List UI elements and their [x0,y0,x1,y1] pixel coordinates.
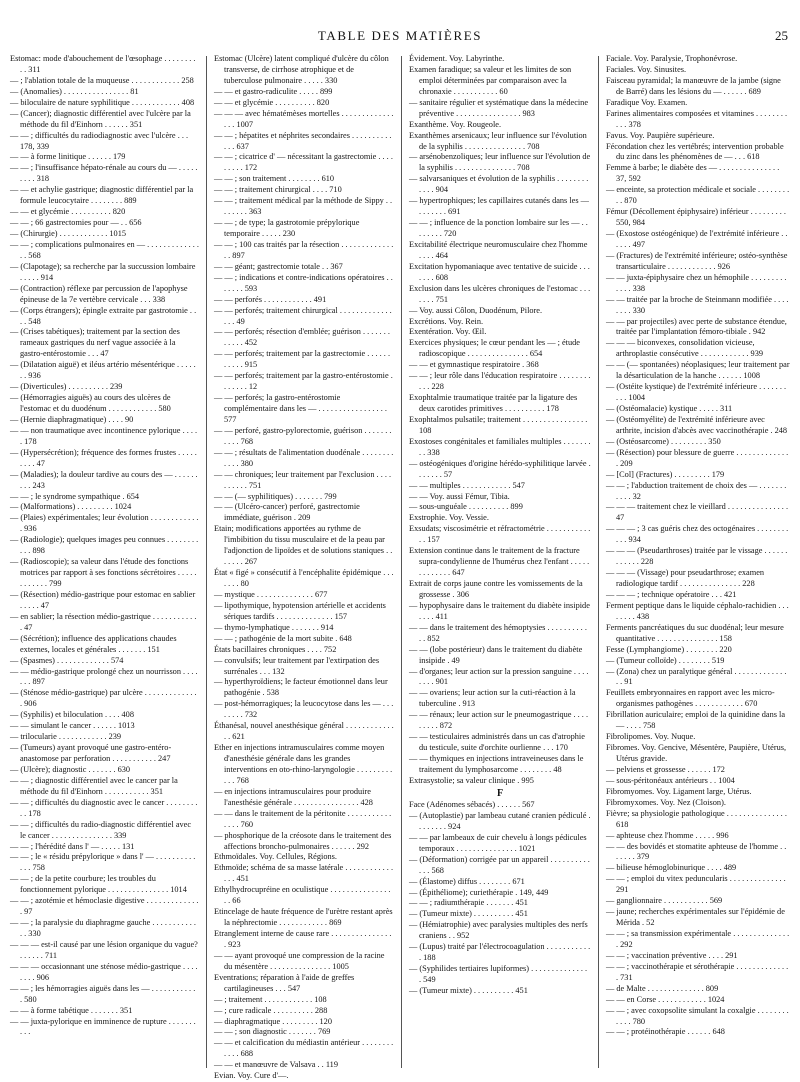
index-entry: — — ; le syndrome sympathique . 654 [10,491,140,501]
page-header [10,28,790,48]
index-entry: — enceinte, sa protection médicale et sociale . . . . . . . . . . 870 [606,185,790,206]
index-entry: — — ; son diagnostic . . . . . . . 769 [214,1027,331,1037]
index-entry: — — et gymnastique respiratoire . 368 [409,360,539,370]
index-entry: Faradique Voy. Examen. [606,97,688,107]
column-divider [598,56,599,1068]
index-entry: Ether en injections intramusculaires comme moyen d'anesthésie générale dans les grandes interventions en oto-rhino-laryngologie . . . . . . . . . . . . 768 [214,743,393,785]
index-entry: — — — avec hématémèses mortelles . . . . . . . . . . . . . . . . 1007 [214,108,394,129]
index-entry: — — par projectiles) avec perte de substance étendue, traitée par l'implantation fémoro-tibiale . 942 [606,316,787,337]
index-entry: — — ; les hémorragies aiguës dans les — . . . . . . . . . . . . 580 [10,983,196,1004]
index-entry: — (Épithéliome); curiethérapie . 149, 449 [409,887,549,897]
column-divider [206,56,207,1068]
index-entry: — (Ostéomalacie) kystique . . . . . 311 [606,404,733,413]
index-entry: — (Contraction) réflexe par percussion de l'apophyse épineuse de la 7e vertèbre cervicale . . . 338 [10,283,188,304]
index-columns [10,54,790,1081]
index-entry: Etincelage de haute fréquence de l'urètre restant après la néphrectomie . . . . . . . . . . . . 869 [214,907,393,928]
index-entry: — — par lambeaux de cuir chevelu à longs pédicules temporaux . . . . . . . . . . . . . . . 1021 [409,832,587,853]
index-entry: — post-hémorragiques; la leucocytose dans les — . . . . . . . . 732 [214,699,394,720]
index-entry: — pelviens et grossesse . . . . . . 172 [606,764,725,774]
index-entry: — Voy. aussi Côlon, Duodénum, Pilore. [409,305,543,315]
index-entry: — (Ulcère); diagnostic . . . . . . . 630 [10,764,131,774]
index-entry: — — ; de la petite courbure; les troubles du fonctionnement pylorique . . . . . . . . . . . . . . . 1014 [10,874,187,895]
index-entry: Exophtalmos pulsatile; traitement . . . . . . . . . . . . . . . . 108 [409,414,588,435]
index-entry: Fécondation chez les vertébrés; intervention probable du zinc dans les phénomènes de — . . . 618 [606,141,784,162]
index-entry: — hyperthyroïdiens; le facteur émotionnel dans leur pathogénie . 538 [214,677,388,698]
index-entry: — salvarsaniques et évolution de la syphilis . . . . . . . . . . . . 904 [409,174,589,195]
index-entry: Fémur (Décollement épiphysaire) inférieur . . . . . . . . . 550, 984 [606,207,786,228]
index-entry: — ganglionnaire . . . . . . . . . . . 569 [606,896,723,906]
index-entry: — — ; sa transmission expérimentale . . . . . . . . . . . . . . . 292 [606,929,790,949]
index-entry: — — géant; gastrectomie totale . . 367 [214,261,343,271]
index-entry: — sanitaire régulier et systématique dans la médecine préventive . . . . . . . . . . . . . . . . 983 [409,97,589,118]
index-entry: — — (— spontanées) néoplasiques; leur traitement par la désarticulation de la hanche . . . . . . 1008 [606,360,790,381]
index-entry: — — (— syphilitiques) . . . . . . . 799 [214,491,337,501]
index-entry: — — perforés; la gastro-entérostomie complémentaire dans les — . . . . . . . . . . . . . . . . . 577 [214,393,387,424]
index-entry: — — — biconvexes, consolidation vicieuse, arthroplastie consécutive . . . . . . . . . . . . 939 [606,338,764,359]
index-entry: Exstrophie. Voy. Vessie. [409,513,489,523]
index-entry: — — ; vaccination préventive . . . . 291 [606,950,738,960]
index-entry: Fibrillation auriculaire; emploi de la quinidine dans la — . . . . 758 [606,710,786,731]
index-entry: — (Sécrétion); influence des applications chaudes externes, locales et générales . . . . . . . 151 [10,633,177,654]
index-entry: — — ; 100 cas traités par la résection . . . . . . . . . . . . . . . 897 [214,239,394,260]
index-entry: Faciales. Voy. Sinusites. [606,64,687,74]
index-entry: Fesse (Lymphangiome) . . . . . . . . 220 [606,644,732,654]
index-entry: — — ; l'hérédité dans l' — . . . . . 131 [10,841,135,851]
index-entry: Fibromyomes. Voy. Ligament large, Utérus. [606,786,752,796]
index-entry: — — dans le traitement des hémoptysies . . . . . . . . . . . . 852 [409,622,587,643]
index-entry: — — — (Vissage) pour pseudarthrose; examen radiologique tardif . . . . . . . . . . . . . . . 228 [606,568,765,588]
index-entry: — — perforés; traitement par la gastro-entérostomie . . . . . . . 12 [214,371,393,392]
index-entry: — (Autoplastie) par lambeau cutané cranien pédiculé . . . . . . . . 924 [409,810,591,831]
index-entry: Ferment peptique dans le liquide céphalo-rachidien . . . . . . . . 438 [606,600,789,621]
index-entry: — — perforés; traitement chirurgical . . . . . . . . . . . . . . . . 49 [214,305,392,326]
index-entry: Faciale. Voy. Paralysie, Trophonévrose. [606,54,738,63]
index-entry: — aphteuse chez l'homme . . . . . 996 [606,830,729,840]
index-entry: — en sablier; la résection médio-gastrique . . . . . . . . . . . . 47 [10,611,197,632]
index-column-3 [409,54,591,1072]
index-entry: Évidement. Voy. Labyrinthe. [409,54,505,63]
index-entry: Excitation hypomaniaque avec tentative de suicide . . . . . . . 608 [409,261,590,282]
index-entry: — diaphragmatique . . . . . . . . . 120 [214,1016,332,1026]
index-entry: Excitabilité électrique neuromusculaire chez l'homme . . . . 464 [409,239,588,260]
index-entry: — — en Corse . . . . . . . . . . . . 1024 [606,994,725,1004]
index-entry: — (Ostéosarcome) . . . . . . . . . 350 [606,436,721,446]
index-entry: — — — traitement chez le vieillard . . . . . . . . . . . . . . . 47 [606,502,789,523]
index-entry: — — testiculaires administrés dans un cas d'atrophie du testicule, suite d'orchite ourlienne . . . 170 [409,732,585,753]
index-entry: — (Résection) pour blessure de guerre . . . . . . . . . . . . . . 209 [606,447,789,468]
index-entry: — (Radioscopie); sa valeur dans l'étude des fonctions motrices par rapport à ses fonctions sécrétoires . . . . . . . . . . . . 799 [10,557,197,588]
index-entry: — (Diverticules) . . . . . . . . . . 239 [10,382,123,392]
index-entry: — — — ; 3 cas guéris chez des octogénaires . . . . . . . . . . . 934 [606,524,789,545]
index-entry: Exophtalmie traumatique traitée par la ligature des deux carotides primitives . . . . . . . . . . 178 [409,393,578,413]
index-entry: — — juxta-épiphysaire chez un hémophile . . . . . . . . . . . . . 338 [606,272,787,293]
index-entry: Face (Adénomes sébacés) . . . . . . 567 [409,800,535,809]
index-entry: — — ; de type; la gastrotomie prépylorique temporaire . . . . . 230 [214,218,360,238]
index-entry: — — perforé, gastro-pylorectomie, guérison . . . . . . . . . . . 768 [214,425,392,446]
index-entry: — — (Ulcéro-cancer) perforé, gastrectomie immédiate, guérison . 209 [214,502,360,523]
index-entry: — d'organes; leur action sur la pression sanguine . . . . . . . . 901 [409,666,589,687]
index-entry: — — ; leur rôle dans l'éducation respiratoire . . . . . . . . . . . 228 [409,371,591,392]
index-entry: — (Anomalies) . . . . . . . . . . . . . . . . 81 [10,86,139,96]
index-entry: — — rénaux; leur action sur le pneumogastrique . . . . . . . . . 872 [409,710,589,731]
index-entry: — (Hypersécrétion); fréquence des formes frustes . . . . . . . . . 47 [10,447,197,468]
index-entry: — — ; traitement médical par la méthode de Sippy . . . . . . . . 363 [214,196,393,217]
index-entry: — — perforés . . . . . . . . . . . . 491 [214,294,327,304]
index-entry: — (Exostose ostéogénique) de l'extrémité inférieure . . . . . . 497 [606,229,788,249]
index-entry: — — et achylie gastrique; diagnostic différentiel par la formule leucocytaire . . . . . . . . 889 [10,185,194,206]
index-entry: Extrait de corps jaune contre les vomissements de la grossesse . 306 [409,579,583,599]
index-entry: Femme à barbe; le diabète des — . . . . . . . . . . . . . . . 37, 592 [606,163,780,184]
index-entry: — trilocularie . . . . . . . . . . . . 239 [10,732,122,742]
index-entry: — — ; difficultés du radio-diagnostic différentiel avec le cancer . . . . . . . . . . . . . . . 339 [10,819,192,840]
index-entry: Fibromyxomes. Voy. Nez (Cloison). [606,797,726,807]
index-entry: Excrétions. Voy. Rein. [409,316,484,326]
index-entry: — — ; complications pulmonaires en — . . . . . . . . . . . . . . . 568 [10,239,199,260]
index-entry: — (Radiologie); quelques images peu connues . . . . . . . . . . . 898 [10,535,199,556]
index-entry: — (Fractures) de l'extrémité inférieure; ostéo-synthèse transarticulaire . . . . . . . . . . . . 926 [606,250,788,271]
index-entry: — — ; protéinothérapie . . . . . . 648 [606,1027,725,1037]
index-entry: — — — (Pseudarthroses) traitée par le vissage . . . . . . . . . . . . 228 [606,546,788,567]
index-entry: — lipothymique, hypotension artérielle et accidents sériques tardifs . . . . . . . . . . . . . . 157 [214,600,386,621]
index-entry: Ferments pancréatiques du suc duodénal; leur mesure quantitative . . . . . . . . . . . . . . . 158 [606,622,784,643]
index-entry: État « figé » consécutif à l'encéphalite épidémique . . . . . . . 80 [214,568,394,588]
index-entry: — sous-unguéale . . . . . . . . . . 899 [409,502,523,512]
index-entry: — — ; hépatites et néphrites secondaires . . . . . . . . . . . . . 637 [214,130,392,151]
index-entry: Favus. Voy. Paupière supérieure. [606,130,715,140]
index-entry: Evian. Voy. Cure d'—. [214,1071,289,1081]
index-entry: — — non traumatique avec incontinence pylorique . . . . . 178 [10,425,198,446]
index-entry: — — ; radiumthérapie . . . . . . . 451 [409,898,528,908]
index-entry: — — ; pathogénie de la mort subite . 648 [214,633,352,643]
index-entry: — — et manœuvre de Valsava . . 119 [214,1060,338,1070]
index-entry: — — à forme tabétique . . . . . . . 351 [10,1005,133,1015]
index-entry: — (Élastome) diffus . . . . . . . . 671 [409,876,525,886]
index-entry: — hypertrophiques; les capillaires cutanés dans les — . . . . . . . 691 [409,196,589,217]
index-entry: — (Tumeur mixte) . . . . . . . . . . 451 [409,909,528,919]
page-title: TABLE DES MATIÈRES [317,28,483,43]
index-entry: — (Plaies) expérimentales; leur évolution . . . . . . . . . . . . . 936 [10,513,199,534]
index-entry: Exsudats; viscosimétrie et réfractométrie . . . . . . . . . . . . . 157 [409,524,591,545]
index-entry: — de Malte . . . . . . . . . . . . . . 809 [606,983,719,993]
index-entry: — — perforés; résection d'emblée; guérison . . . . . . . . . . . . 452 [214,327,390,348]
index-entry: — — à forme linitique . . . . . . 179 [10,152,126,162]
index-entry: — — ; difficultés du radiodiagnostic avec l'ulcère . . . 178, 339 [10,130,189,151]
index-entry: — — ; avec coxopsolite simulant la coxalgie . . . . . . . . . . . . 780 [606,1005,789,1026]
index-entry: Extension continue dans le traitement de la fracture supra-condylienne de l'humérus chez l'enfant . . . . . . . . . . . . . 647 [409,546,590,578]
index-entry: — arsénobenzoliques; leur influence sur l'évolution de la syphilis . . . . . . . . . . . . . . . 708 [409,152,591,173]
index-entry: — (Syphilis) et biloculation . . . . 408 [10,710,134,720]
index-entry: — (Hémorragies aiguës) au cours des ulcères de l'estomac et du duodénum . . . . . . . . . . . . 580 [10,393,171,413]
index-entry: — — ; difficultés du diagnostic avec le cancer . . . . . . . . . . 178 [10,797,198,818]
index-entry: Estomac: mode d'abouchement de l'œsophage . . . . . . . . . . 311 [10,54,196,74]
index-entry: Exentération. Voy. Œil. [409,327,487,337]
index-entry: — — ; indications et contre-indications opératoires . . . . . . . 593 [214,272,393,293]
index-entry: Eventrations; réparation à l'aide de greffes cartilagineuses . . . 547 [214,972,355,993]
index-entry: Ethylhydrocupréine en oculistique . . . . . . . . . . . . . . . . . 66 [214,885,391,906]
index-entry: — — juxta-pylorique en imminence de rupture . . . . . . . . . . [10,1016,196,1037]
index-column-2 [214,54,394,1081]
index-entry: — — et glycémie . . . . . . . . . . 820 [214,97,330,107]
index-entry: Estomac (Ulcère) latent compliqué d'ulcère du côlon transverse, de cirrhose atrophique et de tuberculose pulmonaire . . . . . 330 [214,54,389,85]
index-entry: — — ; cicatrice d' — nécessitant la gastrectomie . . . . . . . . . 172 [214,152,393,173]
index-entry: — (Spasmes) . . . . . . . . . . . . . 574 [10,655,124,665]
index-entry: Ethmoïde; schéma de sa masse latérale . . . . . . . . . . . . . . . 451 [214,863,394,884]
index-entry: — en injections intramusculaires pour produire l'anesthésie générale . . . . . . . . . . . . . . . . 428 [214,786,373,807]
index-entry: — — ; emploi du vitex peduncularis . . . . . . . . . . . . . . 291 [606,874,786,895]
index-entry: — — thymiques en injections intraveineuses dans le traitement du lymphosarcome . . . . . . . . 48 [409,754,584,774]
index-entry: — sous-péritonéaux antérieurs . . 1004 [606,775,735,785]
index-entry: — (Chirurgie) . . . . . . . . . . . . 1015 [10,229,126,238]
index-entry: Extrasystolie; sa valeur clinique . 995 [409,775,534,785]
index-entry: États bacillaires chroniques . . . . 752 [214,644,337,654]
index-entry: Exclusion dans les ulcères chroniques de l'estomac . . . . . . . 751 [409,283,591,304]
index-entry: — (Crises tabétiques); traitement par la section des rameaux gastriques du nerf vague associée à la gastro-entérostomie . . . 47 [10,327,180,359]
index-entry: — ; cure radicale . . . . . . . . . . 288 [214,1005,328,1015]
index-entry: — ; l'ablation totale de la muqueuse . . . . . . . . . . . . 258 [10,75,194,85]
index-entry: — (Hémiatrophie) avec paralysies multiples des nerfs craniens . . 952 [409,920,588,941]
index-entry: — — des bovidés et stomatite aphteuse de l'homme . . . . . . . 379 [606,841,787,862]
index-entry: — convulsifs; leur traitement par l'extirpation des surrénales . . . 132 [214,655,380,676]
index-entry: — — ayant provoqué une compression de la racine du mésentère . . . . . . . . . . . . . . . 1005 [214,950,385,971]
index-entry: — — et glycémie . . . . . . . . . . 820 [10,207,126,217]
index-entry: — — ovariens; leur action sur la cuti-réaction à la tuberculine . 913 [409,688,576,709]
index-entry: — — — est-il causé par une lésion organique du vague? . . . . . . 711 [10,939,198,960]
index-entry: — — ; son traitement . . . . . . . . 610 [214,174,335,184]
index-entry: — (Sténose médio-gastrique) par ulcère . . . . . . . . . . . . . . 906 [10,688,197,709]
page-number: 25 [775,28,788,43]
index-entry: — biloculaire de nature syphilitique . . . . . . . . . . . . 408 [10,97,195,107]
index-entry: — — ; 66 gastrectomies pour — . . 656 [10,218,142,228]
index-entry: — — ; le « résidu prépylorique » dans l' — . . . . . . . . . . . . . 758 [10,852,196,873]
index-entry: — — ; vaccinothérapie et sérothérapie . . . . . . . . . . . . . . 731 [606,961,789,982]
index-entry: — — simulant le cancer . . . . . . 1013 [10,721,135,731]
index-entry: Farines alimentaires composées et vitamines . . . . . . . . . . . 378 [606,108,788,129]
index-entry: — — médio-gastrique prolongé chez un nourrisson . . . . . . . 897 [10,666,198,687]
index-entry: — — chroniques; leur traitement par l'exclusion . . . . . . . . . . 751 [214,469,392,490]
index-entry: Exercices physiques; le cœur pendant les — ; étude radioscopique . . . . . . . . . . . . . . . 654 [409,338,580,359]
index-entry: Examen faradique; sa valeur et les limites de son emploi déterminées par comparaison avec la chronaxie . . . . . . . . . . . 60 [409,64,572,96]
index-entry: Exanthème. Voy. Rougeole. [409,119,502,129]
index-entry: Fibrolipomes. Voy. Nuque. [606,732,696,742]
index-entry: — — ; résultats de l'alimentation duodénale . . . . . . . . . . . . 380 [214,447,394,468]
index-entry: — phosphorique de la créosote dans le traitement des affections broncho-pulmonaires . . . . . . 292 [214,830,392,851]
index-entry: — (Maladies); la douleur tardive au cours des — . . . . . . . . . 243 [10,469,198,490]
index-entry: — — traitée par la broche de Steinmann modifiée . . . . . . . . 330 [606,294,789,315]
index-entry: — ; traitement . . . . . . . . . . . . 108 [214,994,327,1004]
index-entry: — — ; la paralysie du diaphragme gauche . . . . . . . . . . . . . 330 [10,918,196,938]
index-entry: — — (lobe postérieur) dans le traitement du diabète insipide . 49 [409,644,583,665]
index-entry: — (Zona) chez un paralytique général . . . . . . . . . . . . . . . 91 [606,666,787,687]
index-entry: — jaune; recherches expérimentales sur l'épidémie de Mérida . 52 [606,907,785,928]
index-entry: — bilieuse hémoglobinurique . . . . 489 [606,863,737,873]
index-entry: — — — occasionnant une sténose médio-gastrique . . . . . . . . 906 [10,961,198,982]
index-entry: — (Cancer); diagnostic différentiel avec l'ulcère par la méthode du fil d'Einhorn . . . . . . 351 [10,108,191,129]
index-entry: — — et gastro-radiculite . . . . . 899 [214,86,333,96]
index-entry: — (Résection) médio-gastrique pour estomac en sablier . . . . . 47 [10,589,196,610]
index-entry: — — perforés; traitement par la gastrectomie . . . . . . . . . . . 915 [214,349,391,370]
index-entry: Faisceau pyramidal; la manœuvre de la jambe (signe de Barré) dans les lésions du — . . . . . . 689 [606,75,781,96]
index-entry: — — et calcification du médiastin antérieur . . . . . . . . . . . . 688 [214,1038,394,1059]
index-entry: — ostéogéniques d'origine hérédo-syphilitique larvée . . . . . . . 57 [409,458,591,479]
section-letter: F [496,787,504,799]
index-entry: — (Tumeur colloïde) . . . . . . . . 519 [606,655,725,665]
index-entry: — (Ostéite kystique) de l'extrémité inférieure . . . . . . . . . . 1004 [606,382,787,403]
index-entry: — — ; traitement chirurgical . . . . 710 [214,185,342,195]
index-entry: Etain; modifications apportées au rythme de l'imbibition du tissu musculaire et de la peau par l'adjonction de lipoïdes et de solutions staniques . . . . . . . 267 [214,524,393,567]
index-entry: — (Tumeurs) ayant provoqué une gastro-entéro-anastomose par perforation . . . . . . . . . . . 247 [10,743,172,763]
index-entry: — (Malformations) . . . . . . . . . 1024 [10,502,132,512]
index-entry: — (Ostéomyélite) de l'extrémité inférieure avec arthrite, incision d'abcès avec vaccinothérapie . 248 [606,414,788,435]
index-entry: Fièvre; sa physiologie pathologique . . . . . . . . . . . . . . . 618 [606,808,787,829]
index-entry: — — ; influence de la ponction lombaire sur les — . . . . . . . . 720 [409,218,588,238]
index-entry: — (Syphilides tertiaires lupiformes) . . . . . . . . . . . . . . . 549 [409,964,588,984]
index-entry: Etranglement interne de cause rare . . . . . . . . . . . . . . . . 923 [214,929,392,949]
index-entry: — — Voy. aussi Fémur, Tibia. [409,491,510,501]
index-entry: — — ; azotémie et hémoclasie digestive . . . . . . . . . . . . . . 97 [10,896,199,917]
index-entry: — [Col] (Fractures) . . . . . . . . . 179 [606,469,725,479]
index-column-1 [10,54,199,1072]
index-entry: — (Tumeur mixte) . . . . . . . . . . 451 [409,985,528,995]
index-column-4 [606,54,790,1072]
index-entry: — (Hernie diaphragmatique) . . . . 90 [10,414,134,424]
index-entry: — thymo-lymphatique . . . . . . . 914 [214,622,334,632]
index-entry: Exanthèmes arsenicaux; leur influence sur l'évolution de la syphilis . . . . . . . . . . . . . . . 708 [409,130,587,151]
index-entry: — — — ; technique opératoire . . . 421 [606,589,737,599]
index-entry: Feuillets embryonnaires en rapport avec les micro-organismes pathogènes . . . . . . . . . . . . 670 [606,688,775,709]
index-entry: — (Clapotage); sa recherche par la succussion lombaire . . . . . 914 [10,261,196,282]
index-entry: Fibromes. Voy. Gencive, Mésentère, Paupière, Utérus, Utérus gravide. [606,743,787,763]
index-entry: — mystique . . . . . . . . . . . . . . 677 [214,589,328,599]
index-entry: — (Déformation) corrigée par un appareil . . . . . . . . . . . . . 568 [409,854,590,875]
column-divider [401,56,402,1068]
index-entry: — (Dilatation aiguë) et iléus artério mésentérique . . . . . . . 936 [10,360,196,381]
index-entry: — (Lupus) traité par l'électrocoagulation . . . . . . . . . . . . 188 [409,942,591,963]
index-entry: — — ; l'insuffisance hépato-rénale au cours du — . . . . . . . . . 318 [10,163,198,184]
index-entry: Exostoses congénitales et familiales multiples . . . . . . . . . 338 [409,436,591,457]
index-entry: — — ; diagnostic différentiel avec le cancer par la méthode du fil d'Einhorn . . . . . . . . . . . 351 [10,775,178,796]
index-entry: — — dans le traitement de la péritonite . . . . . . . . . . . . . . . 760 [214,808,392,829]
index-entry: Ethmoïdales. Voy. Cellules, Régions. [214,852,337,862]
index-entry: — — ; l'abduction traitement de choix des — . . . . . . . . . . . 32 [606,480,787,501]
index-entry: — (Corps étrangers); épingle extraite par gastrotomie . . . . 548 [10,305,197,326]
index-entry: Éthanésal, nouvel anesthésique général . . . . . . . . . . . . . . 621 [214,721,394,742]
index-entry: — — multiples . . . . . . . . . . . . 547 [409,480,525,490]
index-entry: — hypophysaire dans le traitement du diabète insipide . . . . 411 [409,600,590,621]
